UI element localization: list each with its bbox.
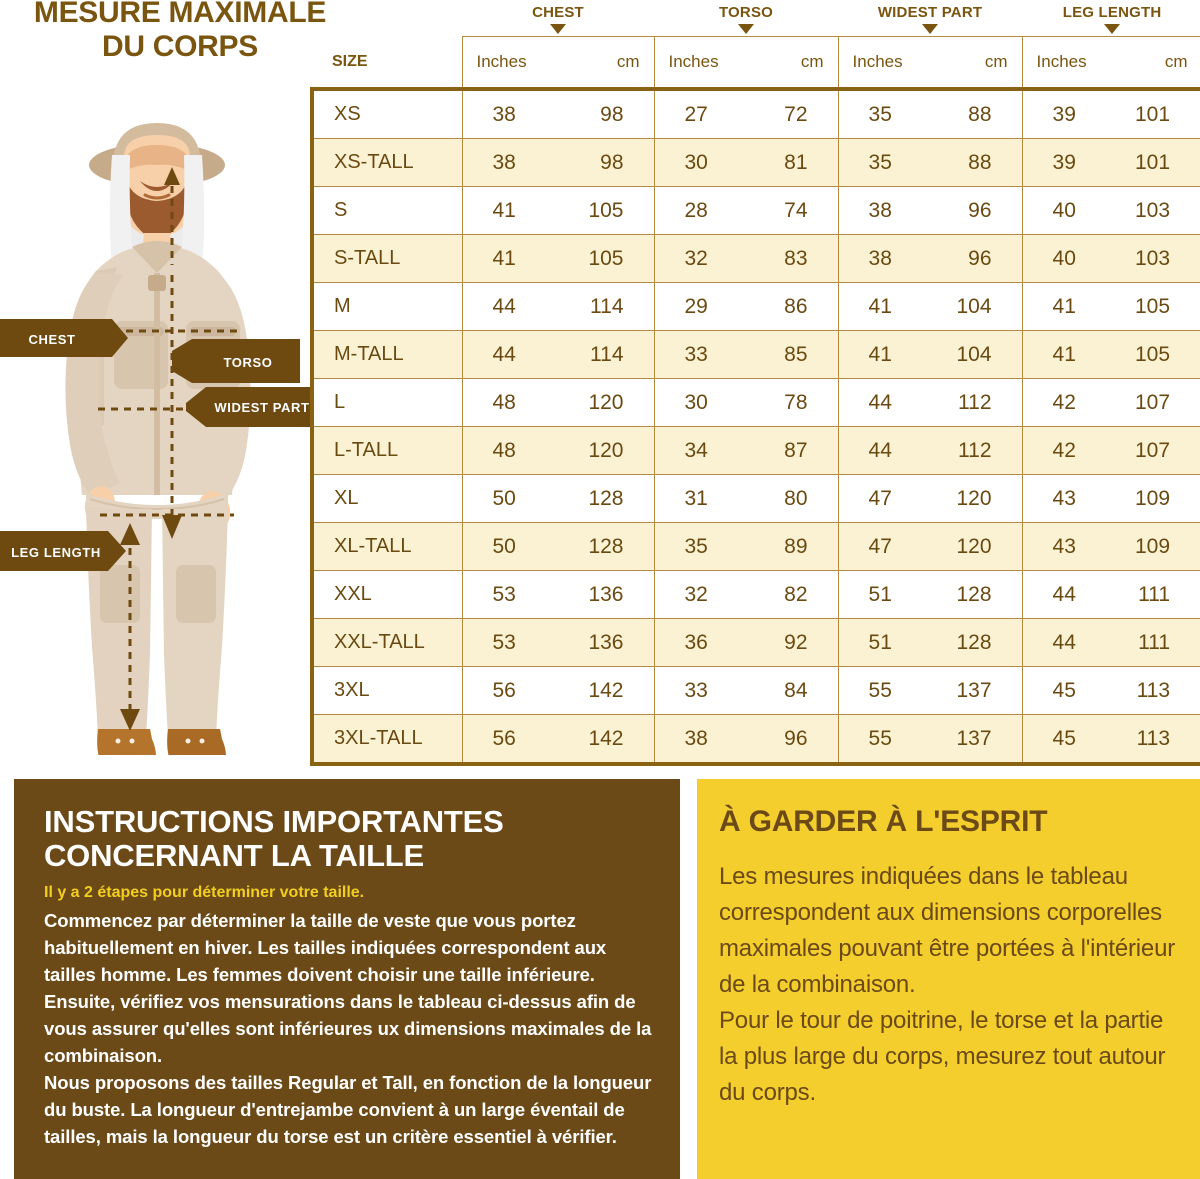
- cell-widest-in: 51: [838, 571, 930, 619]
- cell-chest-in: 44: [462, 283, 558, 331]
- cell-size: 3XL-TALL: [312, 715, 462, 765]
- cell-widest-cm: 88: [930, 139, 1022, 187]
- cell-size: XL: [312, 475, 462, 523]
- cell-torso-cm: 96: [746, 715, 838, 765]
- cell-leg-cm: 105: [1112, 283, 1200, 331]
- cell-chest-in: 53: [462, 571, 558, 619]
- cell-chest-in: 50: [462, 523, 558, 571]
- table-row: [312, 187, 1200, 235]
- cell-chest-in: 50: [462, 475, 558, 523]
- cell-leg-in: 44: [1022, 619, 1112, 667]
- cell-chest-cm: 105: [558, 187, 654, 235]
- column-header-widest-inches: Inches: [838, 37, 930, 90]
- cell-leg-in: 44: [1022, 571, 1112, 619]
- cell-widest-in: 35: [838, 89, 930, 139]
- cell-size: XXL: [312, 571, 462, 619]
- table-row: [312, 523, 1200, 571]
- cell-torso-in: 28: [654, 187, 746, 235]
- cell-leg-cm: 107: [1112, 427, 1200, 475]
- cell-chest-cm: 98: [558, 89, 654, 139]
- cell-torso-in: 38: [654, 715, 746, 765]
- instructions-paragraph-1: Commencez par déterminer la taille de veste que vous portez habituellement en hiver. Les tailles indiquées correspondent aux tailles homme. Les femmes doivent choisir une taille inférieure. Ensuite, vérifiez vos mensurations dans le tableau ci-dessus afin de vous assurer qu'elles sont inférieures ux dimensions maximales de la combinaison.: [44, 910, 652, 1066]
- cell-chest-in: 38: [462, 139, 558, 187]
- group-header-chest-label: CHEST: [532, 4, 584, 21]
- cell-widest-in: 55: [838, 715, 930, 765]
- column-header-size: SIZE: [312, 37, 462, 90]
- cell-torso-in: 32: [654, 235, 746, 283]
- table-row: [312, 475, 1200, 523]
- page-title: [0, 0, 360, 64]
- cell-chest-in: 56: [462, 715, 558, 765]
- cell-torso-in: 36: [654, 619, 746, 667]
- cell-size: M: [312, 283, 462, 331]
- cell-leg-in: 43: [1022, 475, 1112, 523]
- cell-torso-cm: 81: [746, 139, 838, 187]
- svg-text:TORSO: TORSO: [223, 355, 273, 370]
- cell-chest-in: 48: [462, 427, 558, 475]
- cell-chest-in: 56: [462, 667, 558, 715]
- group-header-row: [312, 0, 1200, 37]
- cell-size: M-TALL: [312, 331, 462, 379]
- cell-leg-cm: 109: [1112, 523, 1200, 571]
- cell-widest-in: 35: [838, 139, 930, 187]
- instructions-heading-line2: CONCERNANT LA TAILLE: [44, 838, 425, 873]
- table-row: [312, 427, 1200, 475]
- cell-torso-cm: 92: [746, 619, 838, 667]
- cell-torso-cm: 89: [746, 523, 838, 571]
- cell-widest-cm: 112: [930, 427, 1022, 475]
- table-row: [312, 331, 1200, 379]
- size-chart-table: [310, 0, 1200, 766]
- cell-chest-cm: 114: [558, 331, 654, 379]
- cell-widest-cm: 88: [930, 89, 1022, 139]
- page-title-line1: MESURE MAXIMALE: [33, 0, 327, 29]
- cell-torso-in: 27: [654, 89, 746, 139]
- cell-torso-cm: 80: [746, 475, 838, 523]
- important-sizing-instructions-panel: [14, 779, 680, 1179]
- cell-widest-in: 47: [838, 523, 930, 571]
- cell-chest-cm: 114: [558, 283, 654, 331]
- cell-widest-in: 44: [838, 427, 930, 475]
- cell-torso-cm: 74: [746, 187, 838, 235]
- cell-leg-in: 40: [1022, 235, 1112, 283]
- cell-leg-cm: 101: [1112, 139, 1200, 187]
- svg-text:LEG LENGTH: LEG LENGTH: [11, 545, 101, 560]
- column-header-chest-inches: Inches: [462, 37, 558, 90]
- cell-torso-in: 32: [654, 571, 746, 619]
- group-header-leg-length-label: LEG LENGTH: [1062, 4, 1162, 21]
- cell-size: XS: [312, 89, 462, 139]
- cell-leg-cm: 103: [1112, 187, 1200, 235]
- cell-leg-cm: 111: [1112, 619, 1200, 667]
- svg-text:CHEST: CHEST: [28, 332, 76, 347]
- cell-widest-cm: 112: [930, 379, 1022, 427]
- cell-leg-cm: 103: [1112, 235, 1200, 283]
- cell-chest-in: 48: [462, 379, 558, 427]
- table-row: [312, 283, 1200, 331]
- cell-chest-cm: 136: [558, 571, 654, 619]
- cell-size: XL-TALL: [312, 523, 462, 571]
- group-header-widest-part: [838, 0, 1022, 37]
- cell-leg-in: 40: [1022, 187, 1112, 235]
- svg-text:WIDEST PART: WIDEST PART: [214, 400, 310, 415]
- cell-widest-in: 51: [838, 619, 930, 667]
- cell-leg-in: 41: [1022, 283, 1112, 331]
- keep-in-mind-heading: À GARDER À L'ESPRIT: [719, 805, 1048, 838]
- cell-leg-cm: 113: [1112, 667, 1200, 715]
- keep-in-mind-paragraph-2: Pour le tour de poitrine, le torse et la partie la plus large du corps, mesurez tout autour du corps.: [719, 1007, 1166, 1106]
- group-header-spacer: [312, 0, 462, 37]
- cell-leg-cm: 113: [1112, 715, 1200, 765]
- cell-widest-cm: 120: [930, 523, 1022, 571]
- triangle-down-icon: [922, 24, 938, 34]
- column-header-widest-cm: cm: [930, 37, 1022, 90]
- group-header-leg-length: [1022, 0, 1200, 37]
- cell-torso-in: 33: [654, 331, 746, 379]
- cell-leg-in: 42: [1022, 379, 1112, 427]
- cell-leg-cm: 111: [1112, 571, 1200, 619]
- cell-chest-cm: 120: [558, 379, 654, 427]
- cell-widest-cm: 137: [930, 667, 1022, 715]
- triangle-down-icon: [550, 24, 566, 34]
- cell-torso-cm: 78: [746, 379, 838, 427]
- cell-widest-cm: 96: [930, 235, 1022, 283]
- cell-size: L: [312, 379, 462, 427]
- cell-chest-in: 41: [462, 187, 558, 235]
- instructions-heading: [44, 805, 658, 873]
- callout-leg-length: [0, 531, 126, 571]
- cell-widest-in: 55: [838, 667, 930, 715]
- callout-torso: [172, 339, 300, 383]
- group-header-torso: [654, 0, 838, 37]
- triangle-down-icon: [1104, 24, 1120, 34]
- cell-leg-cm: 107: [1112, 379, 1200, 427]
- cell-torso-cm: 86: [746, 283, 838, 331]
- cell-torso-in: 30: [654, 379, 746, 427]
- cell-torso-in: 31: [654, 475, 746, 523]
- column-header-torso-cm: cm: [746, 37, 838, 90]
- callout-widest-part: [186, 387, 312, 427]
- size-chart-table-wrapper: [310, 0, 1200, 766]
- cell-chest-cm: 136: [558, 619, 654, 667]
- cell-leg-in: 45: [1022, 667, 1112, 715]
- cell-chest-cm: 120: [558, 427, 654, 475]
- cell-size: XXL-TALL: [312, 619, 462, 667]
- cell-leg-in: 39: [1022, 139, 1112, 187]
- column-header-leg-inches: Inches: [1022, 37, 1112, 90]
- cell-leg-in: 45: [1022, 715, 1112, 765]
- cell-leg-in: 41: [1022, 331, 1112, 379]
- cell-chest-in: 38: [462, 89, 558, 139]
- cell-size: L-TALL: [312, 427, 462, 475]
- table-row: [312, 715, 1200, 765]
- cell-widest-cm: 104: [930, 283, 1022, 331]
- instructions-subtitle: Il y a 2 étapes pour déterminer votre taille.: [44, 884, 365, 901]
- cell-chest-cm: 142: [558, 667, 654, 715]
- cell-size: S: [312, 187, 462, 235]
- cell-size: 3XL: [312, 667, 462, 715]
- cell-leg-in: 43: [1022, 523, 1112, 571]
- cell-chest-cm: 98: [558, 139, 654, 187]
- cell-leg-cm: 105: [1112, 331, 1200, 379]
- cell-leg-in: 39: [1022, 89, 1112, 139]
- table-row: [312, 379, 1200, 427]
- cell-torso-cm: 87: [746, 427, 838, 475]
- group-header-torso-label: TORSO: [718, 4, 774, 21]
- cell-widest-cm: 128: [930, 571, 1022, 619]
- table-row: [312, 667, 1200, 715]
- triangle-down-icon: [738, 24, 754, 34]
- column-header-chest-cm: cm: [558, 37, 654, 90]
- cell-torso-cm: 83: [746, 235, 838, 283]
- cell-widest-cm: 128: [930, 619, 1022, 667]
- group-header-widest-part-label: WIDEST PART: [877, 4, 983, 21]
- cell-chest-in: 44: [462, 331, 558, 379]
- cell-torso-cm: 84: [746, 667, 838, 715]
- keep-in-mind-paragraph-1: Les mesures indiquées dans le tableau correspondent aux dimensions corporelles maximales pouvant être portées à l'intérieur de la combinaison.: [719, 863, 1176, 998]
- cell-widest-cm: 96: [930, 187, 1022, 235]
- cell-torso-in: 34: [654, 427, 746, 475]
- cell-size: XS-TALL: [312, 139, 462, 187]
- cell-chest-cm: 128: [558, 475, 654, 523]
- table-row: [312, 89, 1200, 139]
- cell-chest-in: 41: [462, 235, 558, 283]
- group-header-chest: [462, 0, 654, 37]
- cell-torso-in: 33: [654, 667, 746, 715]
- cell-torso-in: 35: [654, 523, 746, 571]
- page-title-line2: DU CORPS: [102, 30, 258, 63]
- cell-widest-cm: 120: [930, 475, 1022, 523]
- cell-chest-cm: 128: [558, 523, 654, 571]
- cell-size: S-TALL: [312, 235, 462, 283]
- cell-widest-in: 38: [838, 235, 930, 283]
- cell-widest-cm: 104: [930, 331, 1022, 379]
- table-row: [312, 571, 1200, 619]
- cell-widest-in: 38: [838, 187, 930, 235]
- cell-torso-cm: 72: [746, 89, 838, 139]
- cell-leg-cm: 101: [1112, 89, 1200, 139]
- cell-leg-cm: 109: [1112, 475, 1200, 523]
- instructions-heading-line1: INSTRUCTIONS IMPORTANTES: [44, 804, 504, 839]
- cell-torso-cm: 85: [746, 331, 838, 379]
- table-row: [312, 139, 1200, 187]
- cell-chest-in: 53: [462, 619, 558, 667]
- keep-in-mind-panel: [697, 779, 1200, 1179]
- cell-torso-in: 30: [654, 139, 746, 187]
- cell-chest-cm: 142: [558, 715, 654, 765]
- cell-widest-in: 41: [838, 283, 930, 331]
- cell-torso-cm: 82: [746, 571, 838, 619]
- sub-header-row: [312, 37, 1200, 90]
- column-header-leg-cm: cm: [1112, 37, 1200, 90]
- cell-widest-in: 47: [838, 475, 930, 523]
- instructions-paragraph-2: Nous proposons des tailles Regular et Tall, en fonction de la longueur du buste. La longueur d'entrejambe convient à un large éventail de tailles, mais la longueur du torse est un critère essentiel à vérifier.: [44, 1072, 652, 1147]
- table-row: [312, 619, 1200, 667]
- cell-widest-in: 44: [838, 379, 930, 427]
- column-header-torso-inches: Inches: [654, 37, 746, 90]
- cell-widest-in: 41: [838, 331, 930, 379]
- cell-leg-in: 42: [1022, 427, 1112, 475]
- cell-widest-cm: 137: [930, 715, 1022, 765]
- beekeeper-suit-illustration: [0, 95, 312, 755]
- table-row: [312, 235, 1200, 283]
- cell-torso-in: 29: [654, 283, 746, 331]
- callout-chest: [0, 319, 128, 357]
- cell-chest-cm: 105: [558, 235, 654, 283]
- size-chart-body: [312, 89, 1200, 764]
